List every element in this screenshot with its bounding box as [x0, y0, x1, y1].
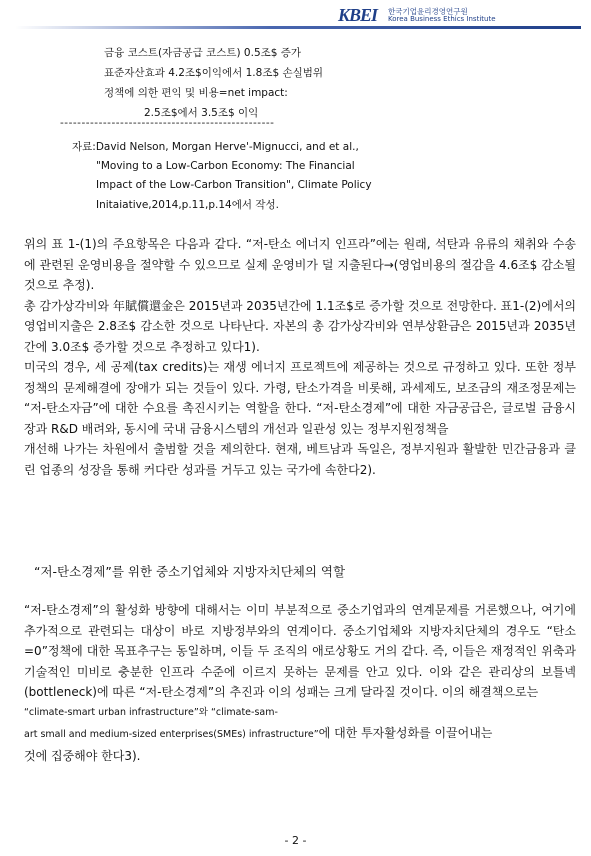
body-section-1: [24, 234, 576, 480]
note-line: 표준자산효과 4.2조$이익에서 1.8조$ 손실범위: [104, 67, 324, 79]
source-line: 자료:David Nelson, Morgan Herve'-Mignucci, and et al.,: [72, 141, 359, 153]
note-line: 2.5조$에서 3.5조$ 이익: [144, 107, 259, 119]
note-line: 정책에 의한 편익 및 비용=net impact:: [104, 87, 288, 99]
english-term: art small and medium-sized enterprises(SMEs) infrastructure”: [24, 729, 319, 740]
english-term-line: “climate-smart urban infrastructure”와 “climate-sam-: [24, 706, 278, 718]
table-notes: [104, 43, 323, 123]
header-logo: [338, 5, 583, 25]
page-number: - 2 -: [284, 834, 307, 847]
body-paragraph: 총 감가상각비와 年賦償還金은 2015년과 2035년간에 1.1조$로 증가할 것으로 전망한다. 표1-(2)에서의 영업비지출은 2.8조$ 감소한 것으로 나타난다. 자본의 총 감가상각비와 연부상환금은 2015년과 2035년간에 3.0조$ 증가할 것으로 추정하고 있다1).: [24, 298, 576, 354]
body-section-2: [24, 600, 576, 766]
source-line: Initaiative,2014,p.11,p.14에서 작성.: [96, 198, 279, 211]
body-paragraph: 위의 표 1-(1)의 주요항목은 다음과 같다. “저-탄소 에너지 인프라”에는 원래, 석탄과 유류의 채취와 수송에 관련된 운영비용을 절약할 수 있으므로 실제 운영비가 덜 지출된다→(영업비용의 절감을 4.6조$ 감소될 것으로 추정).: [24, 237, 576, 292]
logo-korean-name: 한국기업윤리경영연구원: [388, 7, 468, 16]
section-heading: “저-탄소경제”를 위한 중소기업체와 지방자치단체의 역할: [34, 564, 346, 579]
body-paragraph: 개선해 나가는 차원에서 출범할 것을 제의한다. 현재, 베트남과 독일은, 정부지원과 활발한 민간금융과 클린 업종의 성장을 통해 커다란 성과를 거두고 있는 국가에 속한다2).: [24, 442, 576, 477]
note-line: 금융 코스트(자금공급 코스트) 0.5조$ 증가: [104, 47, 302, 59]
korean-text: 에 대한 투자활성화를 이끌어내는: [318, 726, 493, 740]
source-line: Impact of the Low-Carbon Transition", Climate Policy: [96, 179, 372, 192]
source-citation: [72, 138, 372, 215]
mixed-language-line: [24, 723, 576, 746]
body-paragraph: 것에 집중해야 한다3).: [24, 748, 141, 763]
header-rule: [15, 26, 581, 29]
logo-mark: KBEI: [338, 5, 378, 25]
dashed-divider: --------------------------------------------------: [60, 117, 275, 129]
body-paragraph: “저-탄소경제”의 활성화 방향에 대해서는 이미 부분적으로 중소기업과의 연계문제를 거론했으나, 여기에 추가적으로 관련되는 대상이 바로 지방정부와의 연계이다. 중소기업체와 지방자치단체의 경우도 “탄소=0”정책에 대한 목표추구는 동일하며, 이들 두 조직의 애로상황도 거의 같다. 즉, 이들은 재정적인 위축과 기술적인 미비로 충분한 인프라 수준에 이르지 못하는 문제를 안고 있다. 이와 같은 관리상의 보틀넥(bottleneck)에 따른 “저-탄소경제”의 추진과 이의 성패는 크게 달라질 것이다. 이의 해결책으로는: [24, 603, 576, 699]
source-line: "Moving to a Low-Carbon Economy: The Financial: [96, 160, 355, 173]
logo-english-name: Korea Business Ethics Institute: [388, 15, 496, 23]
body-paragraph: 미국의 경우, 세 공제(tax credits)는 재생 에너지 프로젝트에 제공하는 것으로 규정하고 있다. 또한 정부정책의 문제해결에 장애가 되는 것들이 있다. 가령, 탄소가격을 비롯해, 과세제도, 보조금의 재조정문제는 “저-탄소자금”에 대한 수요를 촉진시키는 역할을 한다. “저-탄소경제”에 대한 자금공급은, 글로벌 금융시장과 R&D 배려와, 동시에 국내 금융시스템의 개선과 일관성 있는 정부지원정책을: [24, 360, 576, 436]
